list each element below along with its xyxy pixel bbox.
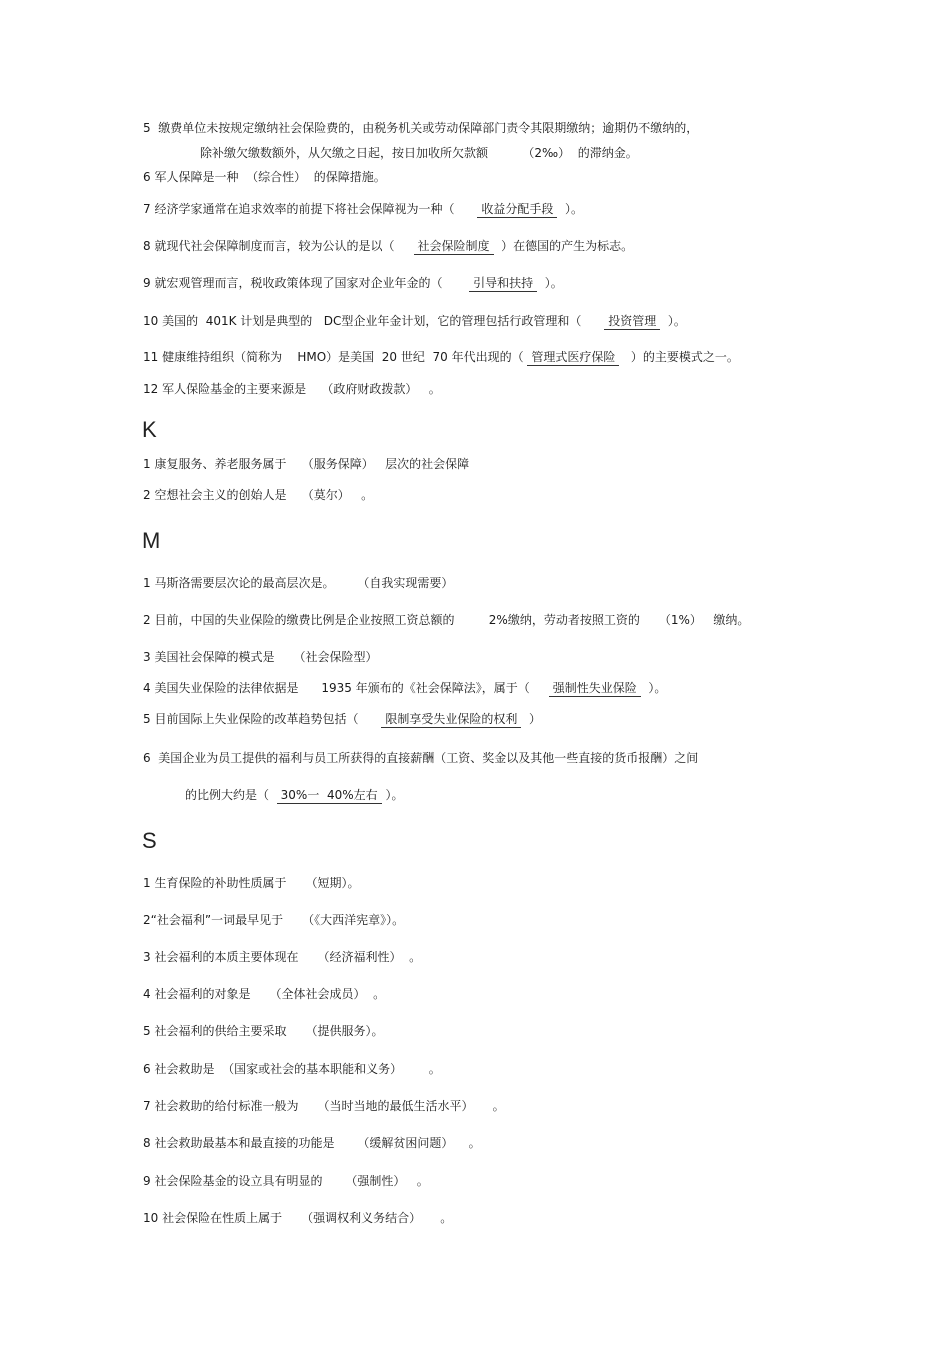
question-j7: 7 经济学家通常在追求效率的前提下将社会保障视为一种（ 收益分配手段 ）。: [143, 202, 583, 216]
question-s3: 3 社会福利的本质主要体现在 （经济福利性） 。: [143, 950, 422, 964]
answer-underlined: 收益分配手段: [477, 202, 557, 218]
question-m5: 5 目前国际上失业保险的改革趋势包括（ 限制享受失业保险的权利 ）: [143, 712, 541, 726]
answer-underlined: 限制享受失业保险的权利: [381, 712, 521, 728]
question-j11: 11 健康维持组织（简称为 HMO）是美国 20 世纪 70 年代出现的（ 管理式医疗保险 ）的主要模式之一。: [143, 350, 739, 364]
question-j5-line1: 5 缴费单位未按规定缴纳社会保险费的，由税务机关或劳动保障部门责令其限期缴纳；逾期仍不缴纳的，: [143, 121, 699, 135]
question-m6-line2: 的比例大约是（ 30%一 40%左右 ）。: [185, 788, 404, 802]
section-heading-k: K: [142, 417, 157, 442]
section-heading-m: M: [142, 528, 161, 553]
answer-underlined: 管理式医疗保险: [527, 350, 619, 366]
question-j12: 12 军人保险基金的主要来源是 （政府财政拨款） 。: [143, 382, 441, 396]
question-m2: 2 目前，中国的失业保险的缴费比例是企业按照工资总额的 2%缴纳，劳动者按照工资的 （1%） 缴纳。: [143, 613, 750, 627]
answer-underlined: 30%一 40%左右: [277, 788, 382, 804]
question-m3: 3 美国社会保障的模式是 （社会保险型）: [143, 650, 378, 664]
question-s9: 9 社会保险基金的设立具有明显的 （强制性） 。: [143, 1174, 429, 1188]
question-s10: 10 社会保险在性质上属于 （强调权利义务结合） 。: [143, 1211, 453, 1225]
question-m1: 1 马斯洛需要层次论的最高层次是。 （自我实现需要）: [143, 576, 454, 590]
question-s8: 8 社会救助最基本和最直接的功能是 （缓解贫困问题） 。: [143, 1136, 481, 1150]
question-j9: 9 就宏观管理而言，税收政策体现了国家对企业年金的（ 引导和扶持 ）。: [143, 276, 563, 290]
section-heading-s: S: [142, 828, 157, 853]
answer-underlined: 投资管理: [604, 314, 660, 330]
question-j8: 8 就现代社会保障制度而言，较为公认的是以（ 社会保险制度 ）在德国的产生为标志。: [143, 239, 634, 253]
question-j5-line2: 除补缴欠缴数额外，从欠缴之日起，按日加收所欠款额 （2‰） 的滞纳金。: [200, 146, 638, 160]
question-s5: 5 社会福利的供给主要采取 （提供服务）。: [143, 1024, 384, 1038]
question-m6-line1: 6 美国企业为员工提供的福利与员工所获得的直接薪酬（工资、奖金以及其他一些直接的货币报酬）之间: [143, 751, 699, 765]
question-s6: 6 社会救助是 （国家或社会的基本职能和义务） 。: [143, 1062, 441, 1076]
answer-underlined: 社会保险制度: [414, 239, 494, 255]
question-s4: 4 社会福利的对象是 （全体社会成员） 。: [143, 987, 386, 1001]
question-j6: 6 军人保障是一种 （综合性） 的保障措施。: [143, 170, 386, 184]
question-k2: 2 空想社会主义的创始人是 （莫尔） 。: [143, 488, 374, 502]
answer-underlined: 强制性失业保险: [549, 681, 641, 697]
question-k1: 1 康复服务、养老服务属于 （服务保障） 层次的社会保障: [143, 457, 470, 471]
question-s7: 7 社会救助的给付标准一般为 （当时当地的最低生活水平） 。: [143, 1099, 505, 1113]
question-j10: 10 美国的 401K 计划是典型的 DC型企业年金计划，它的管理包括行政管理和（ 投资管理 ）。: [143, 314, 686, 328]
question-s2: 2“社会福利”一词最早见于 （《大西洋宪章》）。: [143, 913, 405, 927]
question-s1: 1 生育保险的补助性质属于 （短期）。: [143, 876, 360, 890]
answer-underlined: 引导和扶持: [469, 276, 537, 292]
question-m4: 4 美国失业保险的法律依据是 1935 年颁布的《社会保障法》，属于（ 强制性失业保险 ）。: [143, 681, 667, 695]
